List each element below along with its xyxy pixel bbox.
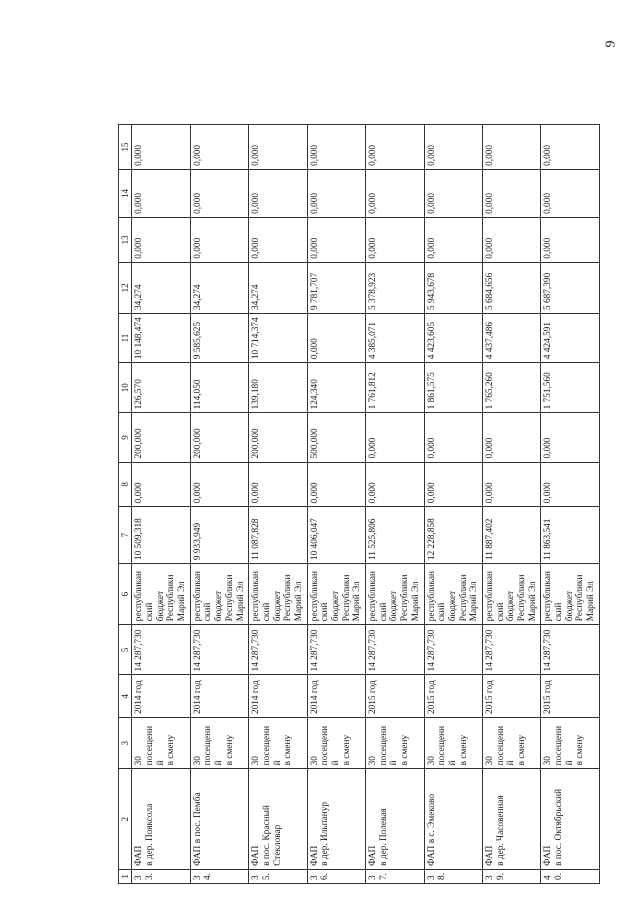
capacity: 30 посещений в смену xyxy=(132,718,190,769)
row-number: 33. xyxy=(132,869,190,883)
column-header: 7 xyxy=(119,507,132,564)
funding-source: республиканский бюджет Республики Марий Эл xyxy=(190,564,248,625)
amount-col-11: 4 437,486 xyxy=(482,314,540,363)
amount-col-8: 0,000 xyxy=(482,462,540,507)
amount-col-9: 200,000 xyxy=(190,413,248,462)
funding-source: республиканский бюджет Республики Марий Эл xyxy=(541,564,599,625)
facility-name: ФАП в пос. Красный Стекловар xyxy=(249,769,307,869)
amount-col-13: 0,000 xyxy=(132,217,190,262)
column-header: 13 xyxy=(119,217,132,262)
amount-col-13: 0,000 xyxy=(541,217,599,262)
facility-name: ФАП в дер. Полевая xyxy=(366,769,424,869)
amount-col-11: 4 423,605 xyxy=(424,314,482,363)
year: 2015 год xyxy=(366,675,424,718)
column-header: 5 xyxy=(119,625,132,675)
amount-col-15: 0,000 xyxy=(366,125,424,170)
amount-col-12: 34,274 xyxy=(190,262,248,313)
amount-col-12: 9 781,707 xyxy=(307,262,365,313)
amount-col-13: 0,000 xyxy=(366,217,424,262)
amount-col-13: 0,000 xyxy=(482,217,540,262)
capacity: 30 посещений в смену xyxy=(424,718,482,769)
cost-estimate: 14 287,730 xyxy=(132,625,190,675)
table-row xyxy=(541,125,599,884)
funding-source: республиканский бюджет Республики Марий Эл xyxy=(482,564,540,625)
amount-col-10: 1 765,260 xyxy=(482,363,540,413)
amount-col-13: 0,000 xyxy=(307,217,365,262)
amount-col-12: 5 684,656 xyxy=(482,262,540,313)
total-amount: 11 087,828 xyxy=(249,507,307,564)
amount-col-15: 0,000 xyxy=(132,125,190,170)
column-header: 10 xyxy=(119,363,132,413)
cost-estimate: 14 287,730 xyxy=(482,625,540,675)
amount-col-12: 5 378,923 xyxy=(366,262,424,313)
amount-col-10: 1 761,812 xyxy=(366,363,424,413)
amount-col-12: 34,274 xyxy=(132,262,190,313)
capacity: 30 посещений в смену xyxy=(190,718,248,769)
facility-name: ФАП в дер. Пояксола xyxy=(132,769,190,869)
amount-col-14: 0,000 xyxy=(132,169,190,217)
total-amount: 11 863,541 xyxy=(541,507,599,564)
amount-col-9: 0,000 xyxy=(482,413,540,462)
column-header: 8 xyxy=(119,462,132,507)
funding-source: республиканский бюджет Республики Марий Эл xyxy=(307,564,365,625)
table-row xyxy=(249,125,307,884)
amount-col-9: 500,000 xyxy=(307,413,365,462)
column-header: 4 xyxy=(119,675,132,718)
row-number: 37. xyxy=(366,869,424,883)
amount-col-12: 34,274 xyxy=(249,262,307,313)
year: 2014 год xyxy=(190,675,248,718)
amount-col-13: 0,000 xyxy=(249,217,307,262)
amount-col-11: 4 424,591 xyxy=(541,314,599,363)
total-amount: 12 228,858 xyxy=(424,507,482,564)
cost-estimate: 14 287,730 xyxy=(249,625,307,675)
amount-col-9: 0,000 xyxy=(541,413,599,462)
table-row xyxy=(366,125,424,884)
total-amount: 9 933,949 xyxy=(190,507,248,564)
amount-col-12: 5 943,678 xyxy=(424,262,482,313)
amount-col-14: 0,000 xyxy=(307,169,365,217)
facility-name: ФАП в дер. Ильпанур xyxy=(307,769,365,869)
year: 2015 год xyxy=(482,675,540,718)
amount-col-12: 5 687,390 xyxy=(541,262,599,313)
rotated-table-container xyxy=(118,124,597,884)
amount-col-14: 0,000 xyxy=(366,169,424,217)
facility-name: ФАП в дер. Часовенная xyxy=(482,769,540,869)
total-amount: 11 887,402 xyxy=(482,507,540,564)
row-number: 39. xyxy=(482,869,540,883)
amount-col-10: 124,340 xyxy=(307,363,365,413)
amount-col-14: 0,000 xyxy=(190,169,248,217)
year: 2015 год xyxy=(541,675,599,718)
amount-col-10: 126,570 xyxy=(132,363,190,413)
amount-col-8: 0,000 xyxy=(132,462,190,507)
row-number: 40. xyxy=(541,869,599,883)
funding-source: республиканский бюджет Республики Марий Эл xyxy=(424,564,482,625)
amount-col-10: 139,180 xyxy=(249,363,307,413)
amount-col-13: 0,000 xyxy=(424,217,482,262)
amount-col-15: 0,000 xyxy=(424,125,482,170)
amount-col-10: 1 861,575 xyxy=(424,363,482,413)
amount-col-8: 0,000 xyxy=(249,462,307,507)
column-header: 3 xyxy=(119,718,132,769)
capacity: 30 посещений в смену xyxy=(307,718,365,769)
header-row xyxy=(119,125,132,884)
cost-estimate: 14 287,730 xyxy=(190,625,248,675)
table-row xyxy=(482,125,540,884)
amount-col-15: 0,000 xyxy=(541,125,599,170)
amount-col-11: 10 148,474 xyxy=(132,314,190,363)
amount-col-15: 0,000 xyxy=(190,125,248,170)
page-number: 9 xyxy=(603,40,619,48)
column-header: 6 xyxy=(119,564,132,625)
table-row xyxy=(424,125,482,884)
total-amount: 11 525,806 xyxy=(366,507,424,564)
year: 2014 год xyxy=(307,675,365,718)
funding-source: республиканский бюджет Республики Марий Эл xyxy=(132,564,190,625)
data-table xyxy=(118,124,600,884)
amount-col-11: 4 385,071 xyxy=(366,314,424,363)
amount-col-8: 0,000 xyxy=(424,462,482,507)
total-amount: 10 406,047 xyxy=(307,507,365,564)
amount-col-14: 0,000 xyxy=(424,169,482,217)
cost-estimate: 14 287,730 xyxy=(541,625,599,675)
amount-col-9: 200,000 xyxy=(249,413,307,462)
row-number: 35. xyxy=(249,869,307,883)
amount-col-11: 0,000 xyxy=(307,314,365,363)
amount-col-8: 0,000 xyxy=(190,462,248,507)
funding-source: республиканский бюджет Республики Марий Эл xyxy=(366,564,424,625)
year: 2015 год xyxy=(424,675,482,718)
capacity: 30 посещений в смену xyxy=(541,718,599,769)
capacity: 30 посещений в смену xyxy=(249,718,307,769)
amount-col-8: 0,000 xyxy=(307,462,365,507)
amount-col-11: 10 714,374 xyxy=(249,314,307,363)
column-header: 2 xyxy=(119,769,132,869)
column-header: 9 xyxy=(119,413,132,462)
row-number: 38. xyxy=(424,869,482,883)
total-amount: 10 509,318 xyxy=(132,507,190,564)
column-header: 14 xyxy=(119,169,132,217)
row-number: 36. xyxy=(307,869,365,883)
amount-col-9: 200,000 xyxy=(132,413,190,462)
table-body xyxy=(132,125,600,884)
amount-col-13: 0,000 xyxy=(190,217,248,262)
amount-col-9: 0,000 xyxy=(366,413,424,462)
year: 2014 год xyxy=(132,675,190,718)
amount-col-15: 0,000 xyxy=(249,125,307,170)
table-row xyxy=(307,125,365,884)
amount-col-8: 0,000 xyxy=(366,462,424,507)
amount-col-10: 114,050 xyxy=(190,363,248,413)
cost-estimate: 14 287,730 xyxy=(366,625,424,675)
row-number: 34. xyxy=(190,869,248,883)
facility-name: ФАП в пос. Октябрьский xyxy=(541,769,599,869)
amount-col-14: 0,000 xyxy=(541,169,599,217)
table-row xyxy=(190,125,248,884)
amount-col-8: 0,000 xyxy=(541,462,599,507)
amount-col-15: 0,000 xyxy=(482,125,540,170)
amount-col-15: 0,000 xyxy=(307,125,365,170)
amount-col-11: 9 585,625 xyxy=(190,314,248,363)
column-header: 1 xyxy=(119,869,132,883)
amount-col-14: 0,000 xyxy=(249,169,307,217)
facility-name: ФАП в пос. Пемба xyxy=(190,769,248,869)
amount-col-14: 0,000 xyxy=(482,169,540,217)
year: 2014 год xyxy=(249,675,307,718)
column-header: 11 xyxy=(119,314,132,363)
funding-source: республиканский бюджет Республики Марий Эл xyxy=(249,564,307,625)
amount-col-10: 1 751,560 xyxy=(541,363,599,413)
cost-estimate: 14 287,730 xyxy=(307,625,365,675)
column-header: 12 xyxy=(119,262,132,313)
capacity: 30 посещений в смену xyxy=(482,718,540,769)
facility-name: ФАП в с. Эмеково xyxy=(424,769,482,869)
column-header: 15 xyxy=(119,125,132,170)
table-row xyxy=(132,125,190,884)
capacity: 30 посещений в смену xyxy=(366,718,424,769)
amount-col-9: 0,000 xyxy=(424,413,482,462)
cost-estimate: 14 287,730 xyxy=(424,625,482,675)
